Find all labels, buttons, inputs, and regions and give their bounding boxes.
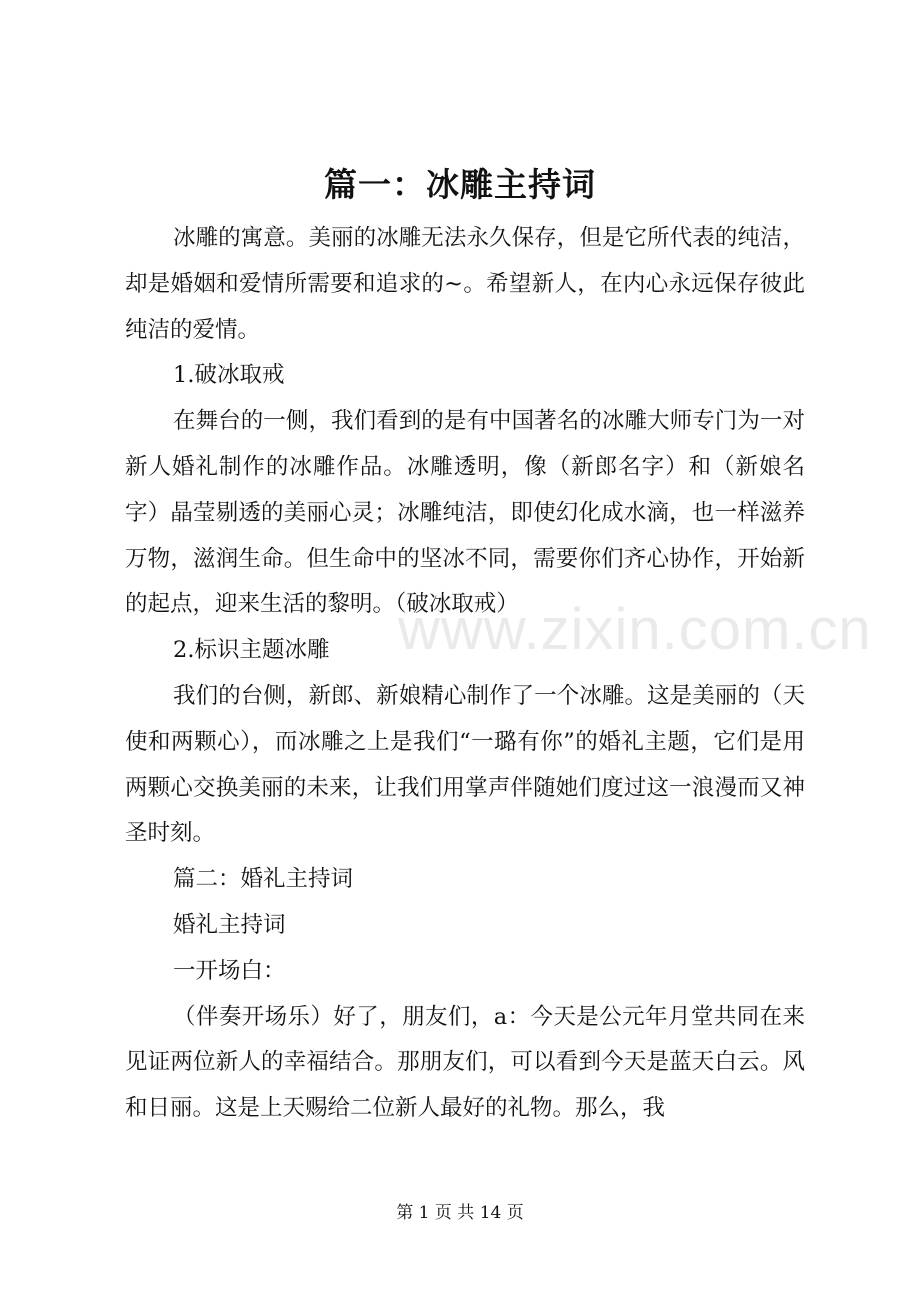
paragraph-opening: （伴奏开场乐）好了，朋友们，a：今天是公元年月堂共同在来见证两位新人的幸福结合。那朋友们，可以看到今天是蓝天白云。风和日丽。这是上天赐给二位新人最好的礼物。那么，我 xyxy=(125,1003,805,1122)
paragraph-break-ice: 在舞台的一侧，我们看到的是有中国著名的冰雕大师专门为一对新人婚礼制作的冰雕作品。冰雕透明，像（新郎名字）和（新娘名字）晶莹剔透的美丽心灵；冰雕纯洁，即使幻化成水滴，也一样滋养万物，滋润生命。但生命中的坚冰不同，需要你们齐心协作，开始新的起点，迎来生活的黎明。（破冰取戒） xyxy=(125,408,805,618)
paragraph-theme-ice-sculpture: 我们的台侧，新郎、新娘精心制作了一个冰雕。这是美丽的（天使和两颗心），而冰雕之上是我们“一璐有你”的婚礼主题，它们是用两颗心交换美丽的未来，让我们用掌声伴随她们度过这一浪漫而又神圣时刻。 xyxy=(125,682,805,847)
heading-break-ice: 1.破冰取戒 xyxy=(173,362,285,389)
page-footer: 第 1 页 共 14 页 xyxy=(396,1203,524,1223)
document-title: 篇一：冰雕主持词 xyxy=(324,165,596,204)
heading-part-two: 篇二：婚礼主持词 xyxy=(173,866,354,893)
subheading-wedding-script: 婚礼主持词 xyxy=(173,911,286,938)
heading-theme-ice-sculpture: 2.标识主题冰雕 xyxy=(173,637,330,664)
watermark-text: www.zixin.com.cn xyxy=(398,597,872,662)
document-body xyxy=(125,216,805,1132)
subheading-opening: 一开场白： xyxy=(173,957,286,984)
paragraph-intro: 冰雕的寓意。美丽的冰雕无法永久保存，但是它所代表的纯洁，却是婚姻和爱情所需要和追求的~。希望新人，在内心永远保存彼此纯洁的爱情。 xyxy=(125,225,805,343)
